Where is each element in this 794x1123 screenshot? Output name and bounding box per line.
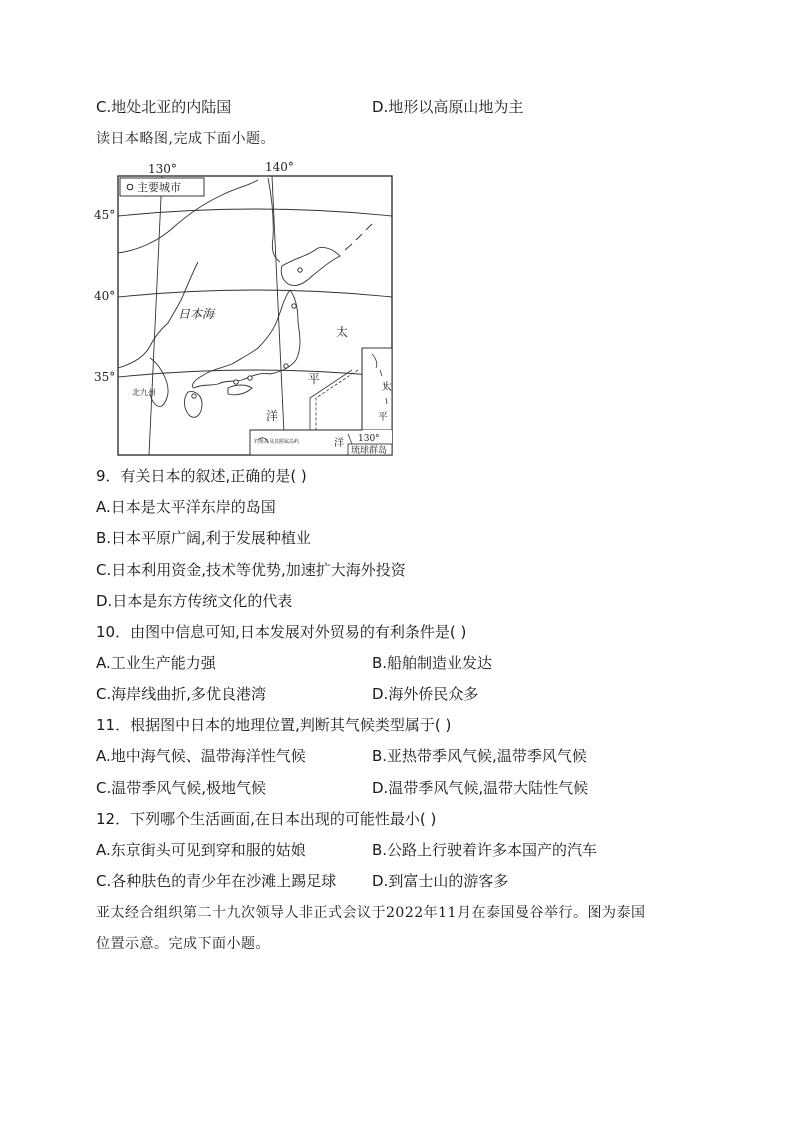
q12-option-d: D.到富士山的游客多 <box>372 872 509 890</box>
city-markers <box>192 268 302 398</box>
legend-label: 主要城市 <box>137 181 181 194</box>
inset-ocean-char-3: 洋 <box>334 438 344 449</box>
lat-label-35: 35° <box>94 370 116 384</box>
inset-ocean-char-2: 平 <box>378 412 388 423</box>
legend <box>120 178 204 196</box>
city-marker <box>248 376 252 380</box>
map-frame <box>118 176 392 455</box>
q9-option-c: C.日本利用资金,技术等优势,加速扩大海外投资 <box>96 561 406 579</box>
q11-option-d: D.温带季风气候,温带大陆性气候 <box>372 779 589 797</box>
ocean-char-1: 太 <box>336 325 349 339</box>
city-marker <box>292 304 296 308</box>
inset-ocean-char-1: 太 <box>382 382 392 393</box>
q11-stem: 11．根据图中日本的地理位置,判断其气候类型属于( ) <box>96 716 452 734</box>
intro-text-2-cont: 位置示意。完成下面小题。 <box>96 936 270 952</box>
small-place-label: 北九州 <box>132 388 156 397</box>
city-symbol-icon <box>127 184 133 190</box>
japan-map <box>90 158 400 458</box>
q12-stem: 12．下列哪个生活画面,在日本出现的可能性最小( ) <box>96 810 437 828</box>
option-c: C.地处北亚的内陆国 <box>96 98 232 116</box>
city-marker <box>284 364 288 368</box>
lon-label-130: 130° <box>148 162 177 176</box>
q10-option-c: C.海岸线曲折,多优良港湾 <box>96 685 267 703</box>
lat-label-40: 40° <box>94 289 116 303</box>
graticule <box>118 176 392 455</box>
q11-option-b: B.亚热带季风气候,温带季风气候 <box>372 747 587 765</box>
q12-option-b: B.公路上行驶着许多本国产的汽车 <box>372 841 598 859</box>
q10-option-d: D.海外侨民众多 <box>372 685 479 703</box>
inset-label: 琉球群岛 <box>351 446 388 456</box>
option-d: D.地形以高原山地为主 <box>372 98 524 116</box>
city-marker <box>298 268 302 272</box>
sea-label: 日本海 <box>178 307 215 321</box>
q9-option-a: A.日本是太平洋东岸的岛国 <box>96 498 276 516</box>
q10-stem: 10．由图中信息可知,日本发展对外贸易的有利条件是( ) <box>96 623 467 641</box>
q11-option-a: A.地中海气候、温带海洋性气候 <box>96 747 306 765</box>
q10-option-a: A.工业生产能力强 <box>96 654 216 672</box>
q11-option-c: C.温带季风气候,极地气候 <box>96 779 267 797</box>
city-marker <box>192 394 196 398</box>
inset-lon-label: 130° <box>358 434 380 444</box>
lat-label-45: 45° <box>94 208 116 222</box>
q9-option-d: D.日本是东方传统文化的代表 <box>96 592 293 610</box>
q10-option-b: B.船舶制造业发达 <box>372 654 493 672</box>
lon-label-140: 140° <box>265 160 294 174</box>
intro-text-2: 亚太经合组织第二十九次领导人非正式会议于2022年11月在泰国曼谷举行。图为泰国 <box>96 905 646 921</box>
q12-option-a: A.东京街头可见到穿和服的姑娘 <box>96 841 306 859</box>
ryukyu-inset <box>250 348 392 456</box>
ocean-char-2: 平 <box>308 372 321 386</box>
city-marker <box>234 380 238 384</box>
q9-option-b: B.日本平原广阔,利于发展种植业 <box>96 529 311 547</box>
q12-option-c: C.各种肤色的青少年在沙滩上踢足球 <box>96 872 337 890</box>
q9-stem: 9．有关日本的叙述,正确的是( ) <box>96 467 307 485</box>
inset-corner-label: 钓鱼岛及其附属岛屿 <box>254 439 300 445</box>
ocean-char-3: 洋 <box>266 409 279 423</box>
intro-text: 读日本略图,完成下面小题。 <box>96 131 275 147</box>
